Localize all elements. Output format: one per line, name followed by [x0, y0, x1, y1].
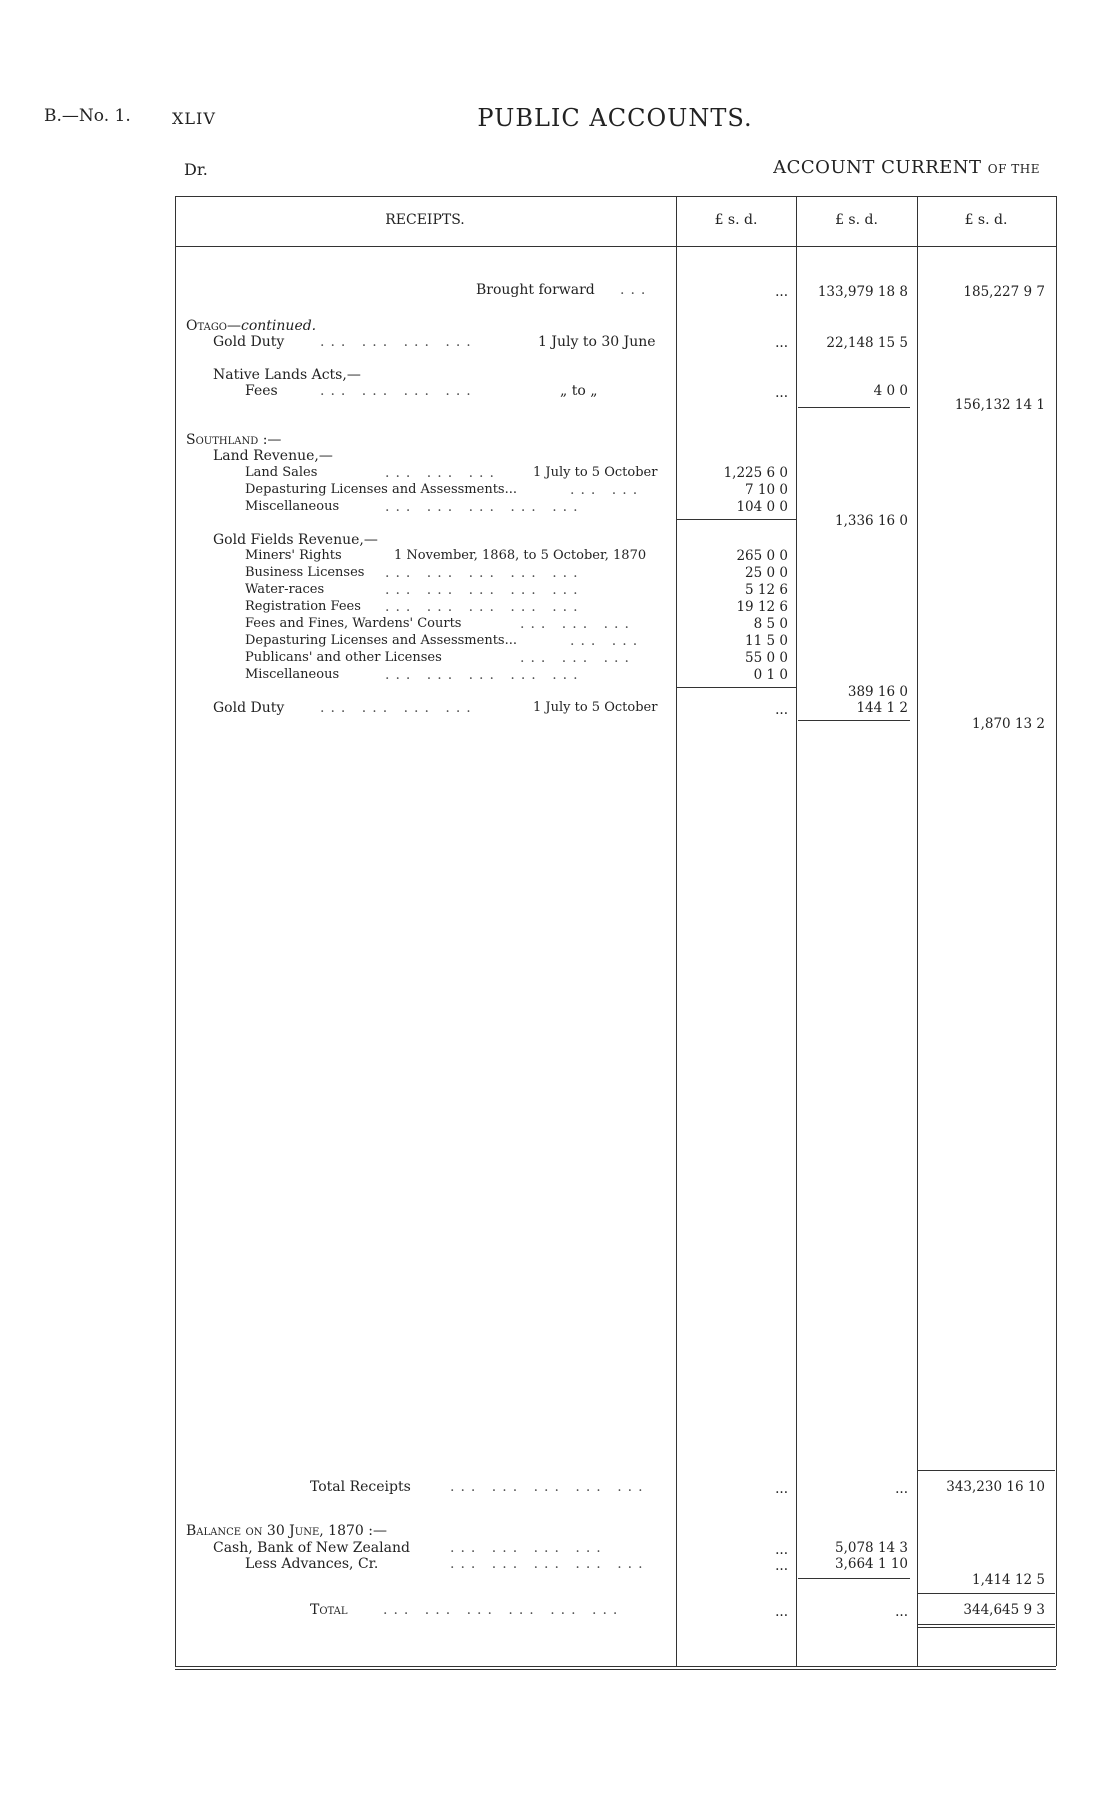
native-fees-period: „ to „ — [560, 383, 598, 399]
leader-dots: ... — [620, 282, 652, 298]
account-title: ACCOUNT CURRENT — [773, 157, 982, 178]
total-receipts-c1: ... — [775, 1481, 788, 1497]
leader-dots: ... ... ... — [520, 650, 635, 666]
depasturing-licenses-2-c1: 11 5 0 — [745, 633, 788, 649]
total-receipts-c3: 343,230 16 10 — [946, 1479, 1045, 1495]
brought-forward-label: Brought forward — [476, 282, 595, 298]
gold-fields-total: 389 16 0 — [847, 684, 908, 700]
leader-dots: ... ... — [570, 633, 644, 649]
brought-forward-c2: 133,979 18 8 — [817, 284, 908, 300]
grand-total-c1: ... — [775, 1604, 788, 1620]
leader-dots: ... ... ... — [520, 616, 635, 632]
leader-dots: ... ... ... ... ... ... — [383, 1602, 624, 1618]
subtotal-rule — [677, 687, 796, 688]
leader-dots: ... ... ... ... ... — [385, 582, 584, 598]
miners-rights-label: Miners' Rights — [245, 548, 342, 563]
miscellaneous-2-c1: 0 1 0 — [753, 667, 788, 683]
leader-dots: ... ... ... ... ... — [450, 1556, 649, 1572]
registration-fees-label: Registration Fees — [245, 599, 361, 614]
water-races-label: Water-races — [245, 582, 325, 597]
leader-dots: ... ... ... — [385, 465, 500, 481]
fees-fines-label: Fees and Fines, Wardens' Courts — [245, 616, 462, 631]
table-bottom-rule-2 — [175, 1669, 1056, 1670]
water-races-c1: 5 12 6 — [745, 582, 788, 598]
registration-fees-c1: 19 12 6 — [736, 599, 788, 615]
fees-fines-c1: 8 5 0 — [753, 616, 788, 632]
page-number-roman: XLIV — [172, 109, 216, 128]
debit-label: Dr. — [184, 160, 208, 179]
leader-dots: ... ... ... ... — [320, 383, 477, 399]
col-head-2: £ s. d. — [835, 212, 878, 228]
table-bottom-rule — [175, 1666, 1056, 1667]
otago-total-c3: 156,132 14 1 — [954, 397, 1045, 413]
table-top-rule — [175, 196, 1056, 197]
total-rule — [918, 1593, 1055, 1594]
less-advances-label: Less Advances, Cr. — [245, 1556, 379, 1572]
southland-gold-duty-period: 1 July to 5 October — [533, 700, 658, 715]
double-rule-2 — [918, 1627, 1055, 1628]
account-heading — [773, 157, 1040, 178]
subtotal-rule — [798, 1578, 910, 1579]
publicans-licenses-c1: 55 0 0 — [745, 650, 788, 666]
depasturing-licenses-c1: 7 10 0 — [745, 482, 788, 498]
double-rule-1 — [918, 1624, 1055, 1625]
southland-total-c3: 1,870 13 2 — [972, 716, 1045, 732]
total-receipts-label: Total Receipts — [310, 1479, 411, 1495]
business-licenses-label: Business Licenses — [245, 565, 365, 580]
leader-dots: ... ... ... ... ... — [385, 499, 584, 515]
otago-continued: continued. — [241, 318, 317, 334]
grand-total-c2: ... — [895, 1604, 908, 1620]
less-advances-c1: ... — [775, 1558, 788, 1574]
cash-bank-c2: 5,078 14 3 — [835, 1540, 908, 1556]
land-sales-period: 1 July to 5 October — [533, 465, 658, 480]
page-title: PUBLIC ACCOUNTS. — [477, 104, 753, 132]
leader-dots: ... ... ... ... — [320, 700, 477, 716]
native-lands-heading: Native Lands Acts,— — [213, 367, 361, 383]
land-sales-c1: 1,225 6 0 — [723, 465, 788, 481]
cash-bank-label: Cash, Bank of New Zealand — [213, 1540, 410, 1556]
business-licenses-c1: 25 0 0 — [745, 565, 788, 581]
depasturing-licenses-label: Depasturing Licenses and Assessments... — [245, 482, 517, 497]
otago-gold-duty-c2: 22,148 15 5 — [826, 335, 908, 351]
otago-gold-duty-period: 1 July to 30 June — [538, 334, 656, 350]
brought-forward-c3: 185,227 9 7 — [963, 284, 1045, 300]
native-fees-c2: 4 0 0 — [873, 383, 908, 399]
leader-dots: ... ... ... ... ... — [385, 565, 584, 581]
southland-gold-duty-label: Gold Duty — [213, 700, 285, 716]
leader-dots: ... ... ... ... — [450, 1540, 607, 1556]
leader-dots: ... ... ... ... ... — [385, 667, 584, 683]
col-divider-1 — [676, 196, 677, 1666]
southland-gold-duty-c2: 144 1 2 — [856, 700, 908, 716]
miscellaneous-label: Miscellaneous — [245, 499, 340, 514]
col-divider-2 — [796, 196, 797, 1666]
grand-total-label: Total — [310, 1602, 348, 1618]
leader-dots: ... ... ... ... ... — [450, 1479, 649, 1495]
account-suffix: OF THE — [987, 162, 1040, 176]
miscellaneous-2-label: Miscellaneous — [245, 667, 340, 682]
southland-gold-duty-c1: ... — [775, 702, 788, 718]
miscellaneous-c1: 104 0 0 — [736, 499, 788, 515]
document-reference: B.—No. 1. — [44, 106, 131, 126]
native-fees-label: Fees — [245, 383, 278, 399]
total-receipts-c2: ... — [895, 1481, 908, 1497]
otago-gold-duty-c1: ... — [775, 335, 788, 351]
leader-dots: ... ... ... ... — [320, 334, 477, 350]
otago-label: Otago— — [186, 318, 242, 334]
leader-dots: ... ... — [570, 482, 644, 498]
col-head-receipts: RECEIPTS. — [385, 212, 465, 228]
miners-rights-period: 1 November, 1868, to 5 October, 1870 — [394, 548, 647, 563]
land-sales-label: Land Sales — [245, 465, 318, 480]
balance-heading: Balance on 30 June, 1870 :— — [186, 1523, 387, 1539]
land-revenue-heading: Land Revenue,— — [213, 448, 333, 464]
section-heading-southland: Southland :— — [186, 432, 282, 448]
leader-dots: ... ... ... ... ... — [385, 599, 584, 615]
gold-fields-heading: Gold Fields Revenue,— — [213, 532, 378, 548]
cash-bank-c1: ... — [775, 1542, 788, 1558]
subtotal-rule — [798, 407, 910, 408]
grand-total-c3: 344,645 9 3 — [963, 1602, 1045, 1618]
table-frame — [175, 196, 1057, 1666]
otago-gold-duty-label: Gold Duty — [213, 334, 285, 350]
land-revenue-total: 1,336 16 0 — [835, 513, 908, 529]
col-head-1: £ s. d. — [714, 212, 758, 228]
balance-c3: 1,414 12 5 — [972, 1572, 1045, 1588]
less-advances-c2: 3,664 1 10 — [835, 1556, 908, 1572]
publicans-licenses-label: Publicans' and other Licenses — [245, 650, 442, 665]
brought-forward-c1: ... — [775, 284, 788, 300]
native-fees-c1: ... — [775, 385, 788, 401]
col-divider-3 — [917, 196, 918, 1666]
col-head-3: £ s. d. — [964, 212, 1008, 228]
total-rule — [918, 1470, 1055, 1471]
header-rule — [175, 246, 1056, 247]
section-heading-otago — [186, 318, 316, 334]
subtotal-rule — [798, 720, 910, 721]
depasturing-licenses-2-label: Depasturing Licenses and Assessments... — [245, 633, 517, 648]
subtotal-rule — [677, 519, 796, 520]
miners-rights-c1: 265 0 0 — [736, 548, 788, 564]
